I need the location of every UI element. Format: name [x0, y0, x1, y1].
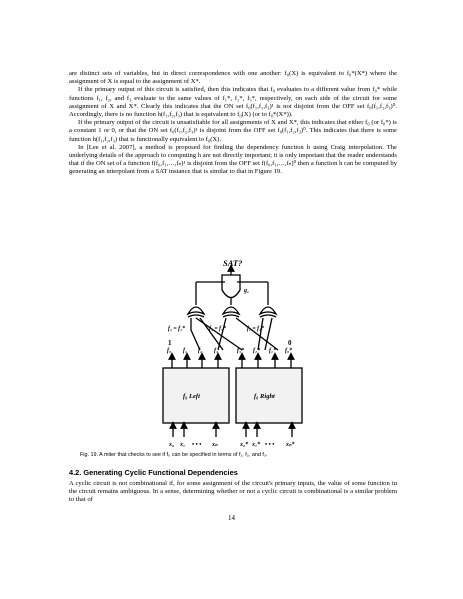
right-output-0: f₃*	[237, 348, 245, 354]
xnor-label-3: f₁ = f₁*	[247, 326, 265, 332]
left-output-1: f₁	[183, 348, 188, 354]
paragraph-1: are distinct sets of variables, but in direct correspondence with one another: f₀(X) is equivalent to f₀*(X*) where the assignment of X is equal to the assignment of X*.	[69, 70, 397, 86]
left-input-n: xₙ	[212, 442, 218, 448]
right-input-n: xₙ*	[286, 442, 295, 448]
right-output-1: f₂*	[253, 348, 261, 354]
figure-caption: Fig. 19. A miter that checks to see if f₀ can be specified in terms of f₁, f₂, and f₃.	[80, 452, 268, 458]
left-output-0: f₀	[167, 348, 172, 354]
paragraph-2: If the primary output of this circuit is satisfied, then this indicates that f₀ evaluates to a different value from f₀* while functions f₁, f₂, and f₃ evaluate to the same values of f₁*, f₂*, f₃*, respectively, on each side of the circuit for some assignment of X and X*. Clearly this indicates that the ON set f₀(f₁,f₂,f₃)¹ is not disjoint from the OFF set f₀(f₁,f₂,f₃)⁰. Accordingly, there is no function h(f₁,f₂,f₃) that is equivalent to f₀(X) (or to f₀*(X*)).	[69, 86, 397, 119]
right-input-1: x₁*	[252, 442, 261, 448]
xnor-label-1: f₂ = f₂*	[168, 326, 186, 332]
paragraph-3: If the primary output of the circuit is unsatisfiable for all assignments of X and X*, this indicates that either f₀ (or f₀*) is a constant 1 or 0, or that the ON set f₀(f₁,f₂,f₃)¹ is disjoint from the OFF set f₀(f₁,f₂,f₃)⁰. This indicates that there is some function h(f₁,f₂,f₃) that is functionally equivalent to f₀(X).	[69, 119, 397, 143]
left-input-0: x₀	[169, 442, 175, 448]
right-input-dots: • • •	[265, 442, 275, 448]
paragraph-4: In [Lee et al. 2007], a method is proposed for finding the dependency function h using Craig interpolation. The underlying details of the approach to computing h are not directly important; it is only important that the reader understands that if the ON set of a function f(f₀,f₁,…,fₙ)¹ is disjoint from the OFF set f(f₀,f₁,…,fₙ)⁰ then a function h can be computed by generating an interpolant from a SAT instance that is similar to that in Figure 19.	[69, 143, 397, 176]
and-gate	[222, 275, 240, 298]
xnor-gate-left	[188, 307, 204, 314]
body-text-bottom	[69, 480, 397, 505]
const-right: 0	[288, 339, 292, 347]
left-block-label: f₀ Left	[183, 393, 200, 400]
gate-output-label: g₁	[244, 288, 250, 294]
left-output-2: f₂	[198, 348, 203, 354]
xnor-gate-right	[260, 307, 276, 314]
right-block-label: f₀ Right	[254, 393, 275, 400]
right-input-0: x₀*	[240, 442, 249, 448]
const-left: 1	[168, 339, 172, 347]
left-input-dots: • • •	[192, 442, 202, 448]
left-input-1: x₁	[180, 442, 186, 448]
paragraph-5: A cyclic circuit is not combinational if, for some assignment of the circuit's primary inputs, the value of some function in the circuit remains ambiguous. In a sense, determining whether or not a cyclic circuit is combinational is a similar problem to that of	[69, 480, 397, 504]
xnor-label-2: f₃ = f₃*	[209, 326, 227, 332]
sat-label: SAT?	[223, 258, 243, 268]
page-number: 14	[228, 514, 235, 522]
left-output-3: f₃	[214, 348, 219, 354]
xnor-gate-mid	[223, 307, 239, 314]
right-output-2: f₁*	[269, 348, 277, 354]
section-heading: 4.2. Generating Cyclic Functional Dependencies	[69, 468, 238, 477]
right-output-3: f₀*	[285, 348, 293, 354]
